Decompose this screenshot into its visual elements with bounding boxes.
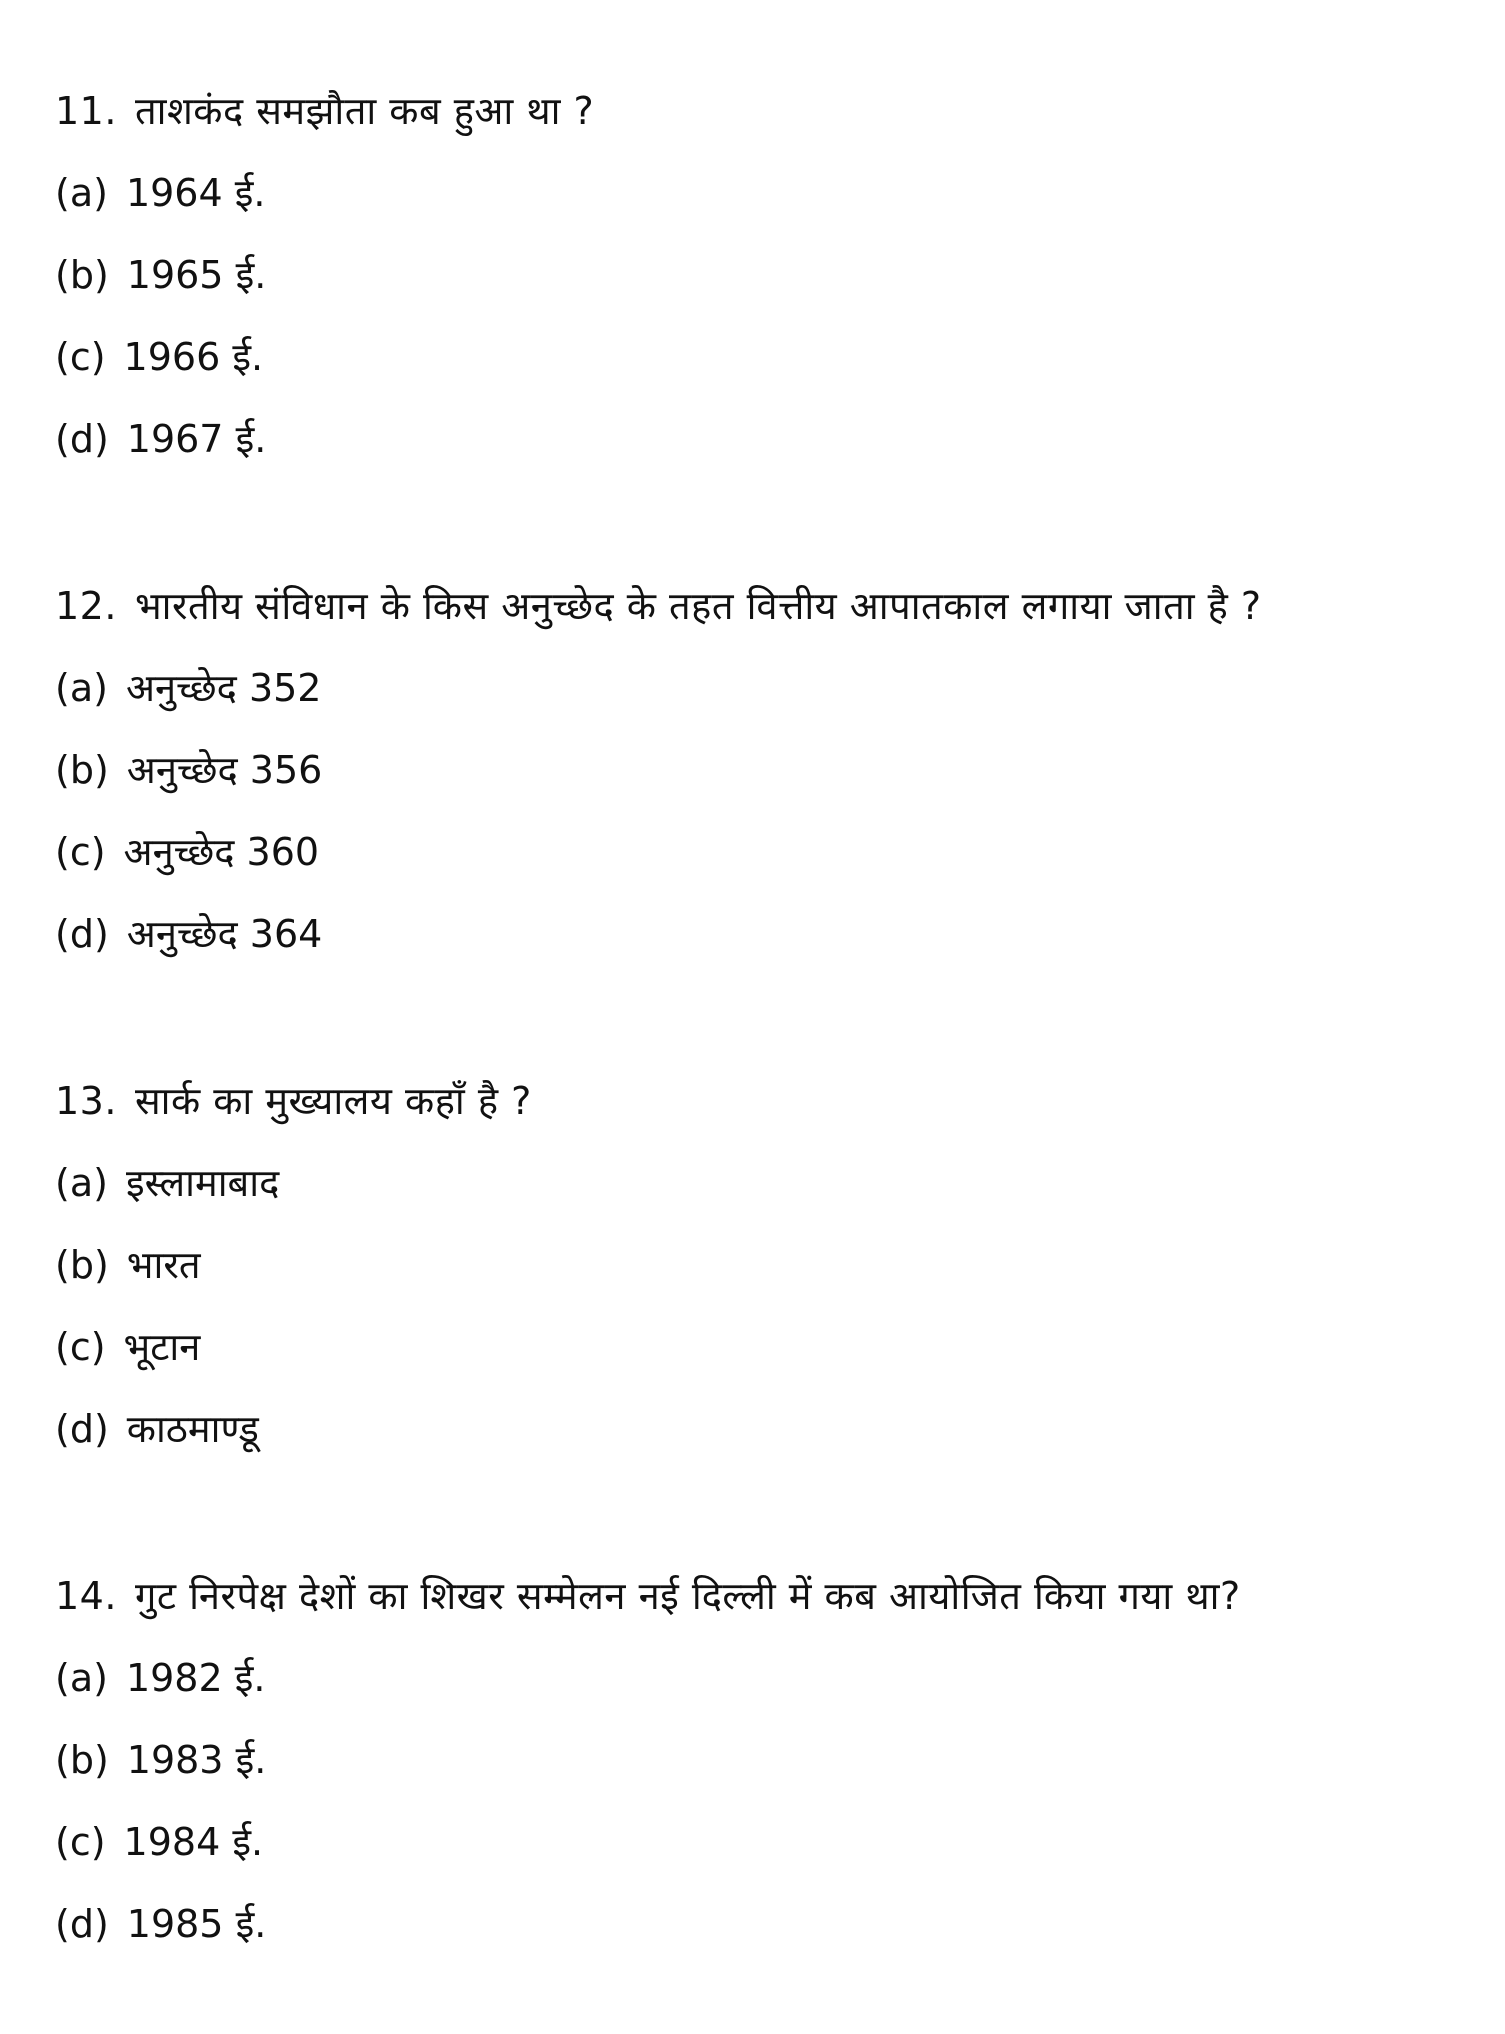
option-d — [55, 398, 1475, 480]
question-14 — [55, 1555, 1475, 1965]
option-label: (c) — [55, 1325, 106, 1369]
option-text: काठमाण्डू — [126, 1407, 259, 1451]
option-a — [55, 647, 1475, 729]
option-text: इस्लामाबाद — [125, 1161, 280, 1205]
option-a — [55, 1142, 1475, 1224]
option-label: (d) — [55, 912, 109, 956]
question-number: 14. — [55, 1574, 117, 1618]
option-c — [55, 1306, 1475, 1388]
option-text: अनुच्छेद 352 — [125, 666, 322, 710]
option-label: (b) — [55, 1243, 109, 1287]
question-11 — [55, 70, 1475, 480]
option-c — [55, 316, 1475, 398]
option-label: (a) — [55, 666, 108, 710]
option-text: अनुच्छेद 364 — [126, 912, 323, 956]
option-text: 1984 ई. — [123, 1820, 264, 1864]
option-text: 1964 ई. — [125, 171, 266, 215]
option-label: (a) — [55, 1161, 108, 1205]
option-c — [55, 811, 1475, 893]
option-b — [55, 1719, 1475, 1801]
option-text: 1985 ई. — [126, 1902, 267, 1946]
option-text: अनुच्छेद 356 — [126, 748, 323, 792]
option-a — [55, 152, 1475, 234]
option-text: भारत — [126, 1243, 201, 1287]
question-number: 13. — [55, 1079, 117, 1123]
question-13 — [55, 1060, 1475, 1470]
option-text: 1966 ई. — [123, 335, 264, 379]
option-label: (d) — [55, 417, 109, 461]
option-text: 1983 ई. — [126, 1738, 267, 1782]
option-label: (d) — [55, 1902, 109, 1946]
option-b — [55, 1224, 1475, 1306]
question-14-line — [55, 1555, 1475, 1637]
option-label: (b) — [55, 1738, 109, 1782]
question-11-line — [55, 70, 1475, 152]
option-label: (b) — [55, 253, 109, 297]
question-12-line — [55, 565, 1475, 647]
option-text: 1982 ई. — [125, 1656, 266, 1700]
option-text: 1965 ई. — [126, 253, 267, 297]
option-label: (a) — [55, 171, 108, 215]
option-label: (c) — [55, 335, 106, 379]
option-c — [55, 1801, 1475, 1883]
option-label: (a) — [55, 1656, 108, 1700]
question-12 — [55, 565, 1475, 975]
option-text: 1967 ई. — [126, 417, 267, 461]
option-a — [55, 1637, 1475, 1719]
question-text: सार्क का मुख्यालय कहाँ है ? — [134, 1079, 532, 1123]
option-d — [55, 1388, 1475, 1470]
question-text: गुट निरपेक्ष देशों का शिखर सम्मेलन नई दिल्ली में कब आयोजित किया गया था? — [134, 1574, 1241, 1618]
option-label: (c) — [55, 830, 106, 874]
option-d — [55, 893, 1475, 975]
question-text: ताशकंद समझौता कब हुआ था ? — [134, 89, 595, 133]
option-label: (b) — [55, 748, 109, 792]
option-b — [55, 234, 1475, 316]
option-text: भूटान — [123, 1325, 201, 1369]
option-text: अनुच्छेद 360 — [123, 830, 320, 874]
question-number: 11. — [55, 89, 117, 133]
option-b — [55, 729, 1475, 811]
question-number: 12. — [55, 584, 117, 628]
question-text: भारतीय संविधान के किस अनुच्छेद के तहत वित्तीय आपातकाल लगाया जाता है ? — [134, 584, 1262, 628]
question-13-line — [55, 1060, 1475, 1142]
option-label: (c) — [55, 1820, 106, 1864]
option-d — [55, 1883, 1475, 1965]
option-label: (d) — [55, 1407, 109, 1451]
